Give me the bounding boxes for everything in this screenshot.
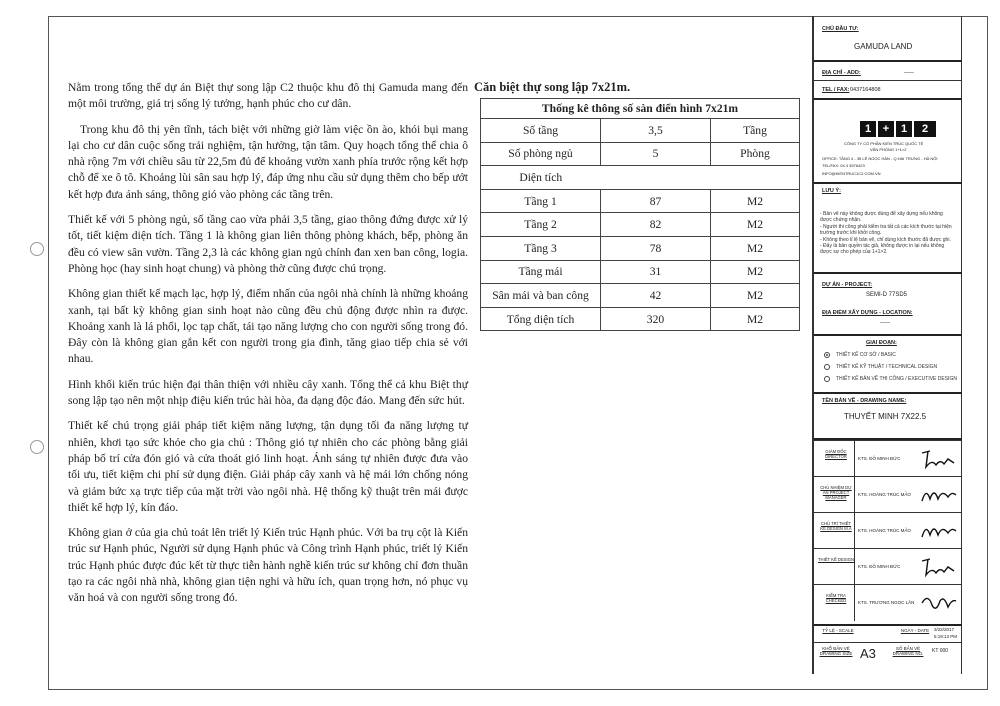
binder-hole-bottom [30, 440, 44, 454]
table-row [481, 119, 800, 143]
table-caption: Căn biệt thự song lập 7x21m. [474, 80, 631, 94]
phase-option-executive [824, 376, 957, 382]
paragraph: Trong khu đô thị yên tĩnh, tách biệt với những giờ làm việc ồn ào, khói bụi mang lại cho cư dân cuộc sống trải nghiệm, tận hưởng, tận tâm. Quy hoạch tổng thể chia ô nhà rộng 7m với chiều sâu từ 22,5m đủ để khoảng vườn xanh phía trước rộng kết hợp chỗ để xe ô tô. Khoảng lùi sân sau hợp lý, đáp ứng nhu cầu sử dụng thêm cho bếp ướt kết hợp đưa ánh sáng, thông gió vào phòng các tầng trên. [68, 122, 468, 201]
phone-value: 0437164808 [850, 87, 881, 93]
row-value: 3,5 [601, 119, 711, 143]
row-label: Sân mái và ban công [481, 284, 601, 308]
date-label: NGÀY - DATE [900, 628, 930, 633]
signer-role: KIỂM TRA CHECKED [825, 593, 847, 603]
signer-role: CHỦ TRÌ THIẾT KẾ DESIGN M.A [820, 521, 852, 531]
signer-row [814, 476, 962, 512]
note-line: - Đây là bản quyền tác giả, không được in lại nếu không [820, 243, 945, 250]
radio-checked-icon [824, 352, 830, 358]
number-value: KT 000 [932, 648, 949, 654]
subheader: Diện tích [481, 166, 601, 190]
table-header: Thống kê thông số sàn điển hình 7x21m [481, 99, 800, 119]
office-web: INFO@KIENTRUC1C2.COM.VN [822, 171, 881, 176]
phase-text: THIẾT KẾ CƠ SỞ / BASIC [836, 352, 896, 358]
row-value: 42 [601, 284, 711, 308]
location-value: ----- [880, 320, 890, 326]
note-line: - Không theo tỉ lệ bản vẽ, chỉ dùng kích thước đã được ghi. [820, 236, 951, 243]
note-line: được chứng nhận. [820, 217, 862, 224]
divider [814, 272, 962, 274]
radio-icon [824, 376, 830, 382]
phase-option-basic [824, 352, 896, 358]
row-unit: M2 [711, 284, 800, 308]
drawing-name-label: TÊN BẢN VẼ - DRAWING NAME: [822, 398, 907, 404]
table-row [481, 236, 800, 260]
row-label: Tổng diện tích [481, 307, 601, 331]
number-label: SỐ BẢN VẼ DRAWING NO. [892, 646, 924, 656]
scale-label: TỶ LỆ - SCALE [822, 628, 854, 633]
phone-label: TEL / FAX: [822, 87, 850, 93]
size-value: A3 [860, 646, 876, 661]
row-label: Tầng 3 [481, 236, 601, 260]
drawing-name: THUYẾT MINH 7X22.5 [844, 412, 927, 421]
row-label: Số phòng ngủ [481, 142, 601, 166]
row-unit: M2 [711, 307, 800, 331]
description-body [68, 80, 468, 616]
signer-name: KTS. TRƯƠNG NGỌC LÂN [858, 600, 915, 605]
signer-row [814, 548, 962, 584]
row-value: 5 [601, 142, 711, 166]
note-line: được sự cho phép của 1+1>2. [820, 249, 888, 256]
divider [814, 80, 962, 81]
owner-name: GAMUDA LAND [854, 42, 913, 51]
spec-table [480, 98, 800, 331]
divider [814, 624, 962, 626]
table-row [481, 189, 800, 213]
radio-icon [824, 364, 830, 370]
paragraph: Nằm trong tổng thể dự án Biệt thự song lập C2 thuộc khu đô thị Gamuda mang đến một môi trường, giá trị sống lý tưởng, hạnh phúc cho cư dân. [68, 81, 468, 111]
signature-icon [918, 445, 958, 473]
row-label: Tầng mái [481, 260, 601, 284]
note-line: - Người thi công phải kiểm tra tất cả các kích thước tại hiện [820, 223, 952, 230]
paragraph: Thiết kế với 5 phòng ngủ, số tầng cao vừa phải 3,5 tầng, giao thông đứng được xử lý tốt, tiết kiệm diện tích. Tầng 1 là không gian liên thông phòng khách, bếp, phòng ăn đều có view sân vườn. Tầng 2,3 là các không gian ngủ chính đan xen ban công, logia. Phòng học (hay sinh hoạt chung) và phòng thờ cũng được chú trọng. [68, 213, 468, 275]
company-name: CÔNG TY CỔ PHẦN KIẾN TRÚC QUỐC TẾ [844, 141, 924, 146]
binder-hole-top [30, 242, 44, 256]
signer-role: GIÁM ĐỐC DIRECTOR [825, 449, 847, 459]
table-subheader-row [481, 166, 800, 190]
paragraph: Không gian thiết kế mạch lạc, hợp lý, điểm nhấn của ngôi nhà chính là những khoảng xanh, tại bất kỳ không gian sinh hoạt nào cũng đều chủ động được nhìn ra được. Khoảng xanh là lá phổi, lọc tạp chất, tái tạo năng lượng cho con người sống trong đó. Đây còn là không gian gắn kết con người trong gia đình, tăng giao tiếp chia sẻ với nhau. [68, 287, 468, 366]
size-label: KHỔ BẢN VẼ DRAWING SIZE [819, 646, 853, 656]
row-label: Số tầng [481, 119, 601, 143]
divider [814, 60, 962, 62]
row-unit: M2 [711, 236, 800, 260]
logo-glyph: 2 [914, 121, 936, 137]
row-value: 320 [601, 307, 711, 331]
signer-name: KTS. ĐỖ MINH ĐỨC [858, 564, 901, 569]
notes-list [820, 211, 958, 256]
signer-role: CHỦ NHIỆM DỰ ÁN PROJECT MANAGER [820, 485, 852, 500]
row-value: 31 [601, 260, 711, 284]
row-label: Tầng 2 [481, 213, 601, 237]
signature-icon [918, 481, 958, 509]
project-name: SEMI-D 77SD5 [866, 292, 908, 298]
company-logo [860, 121, 936, 137]
logo-glyph: + [878, 121, 894, 137]
owner-label: CHỦ ĐẦU TƯ: [822, 26, 859, 32]
phase-text: THIẾT KẾ KỸ THUẬT / TECHNICAL DESIGN [836, 364, 938, 370]
row-value: 78 [601, 236, 711, 260]
date-value: 3/22/2017 [934, 627, 955, 632]
table-row [481, 284, 800, 308]
paragraph: Thiết kế chú trọng giải pháp tiết kiệm năng lượng, tận dụng tối đa năng lượng tự nhiên, khơi tạo sức khỏe cho gia chủ : Thông gió tự nhiên cho các phòng bằng giải pháp bố trí cửa đón gió và cửa thoát gió linh hoạt. Ánh sáng tự nhiên được đưa vào tối ưu, tiết kiệm chi phí sử dụng điện. Giải pháp cây xanh và hệ mái lớn chống nóng và giảm bức xạ trực tiếp của mặt trời vào ngôi nhà. Hệ thống kỹ thuật trên mái được thiết kế hợp lý, kín đáo. [68, 419, 468, 514]
signature-icon [918, 517, 958, 545]
paragraph: Hình khối kiến trúc hiện đại thân thiện với nhiều cây xanh. Tổng thể cả khu Biệt thự song lập tạo nên một nhịp điệu kiến trúc hài hòa, đa dạng độc đáo. Mang đến sức hút. [68, 377, 468, 408]
paragraph: Không gian ở của gia chủ toát lên triết lý Kiến trúc Hạnh phúc. Với ba trụ cột là Kiến trúc sư Hạnh phúc, Người sử dụng Hạnh phúc và Công trình Hạnh phúc, triết lý Kiến trúc Hạnh phúc được đúc kết từ thực tiễn hành nghề kiến trúc sư không chỉ đơn thuần tạo ra các ngôi nhà nhà, không gian tiện nghi và hữu ích, quan trọng hơn, nó phục vụ văn hoá và con người sống trong đó. [68, 526, 468, 605]
office-name: VĂN PHÒNG 1+1>2 [870, 147, 907, 152]
divider [814, 334, 962, 336]
signer-row [814, 440, 962, 476]
office-tel: TEL/FAX: 04 4 3976423 [822, 163, 865, 168]
phase-option-technical [824, 364, 937, 370]
phase-text: THIẾT KẾ BẢN VẼ THI CÔNG / EXECUTIVE DESIGN [836, 376, 957, 382]
signature-icon [918, 553, 958, 581]
signer-name: KTS. HOÀNG TRÚC MẢO [858, 492, 911, 497]
row-unit: Tầng [711, 119, 800, 143]
logo-glyph: 1 [860, 121, 876, 137]
signer-name: KTS. HOÀNG TRÚC MẢO [858, 528, 911, 533]
row-unit: Phòng [711, 142, 800, 166]
address-value: ----- [904, 70, 914, 76]
office-address: OFFICE: TẦNG 4 - 35 LÊ NGỌC HÂN - Q.HAI TRƯNG - HÀ NỘI [822, 156, 938, 161]
time-value: 5:19:13 PM [934, 634, 958, 639]
table-row [481, 260, 800, 284]
divider [814, 642, 962, 643]
row-unit: M2 [711, 189, 800, 213]
row-value: 87 [601, 189, 711, 213]
project-label: DỰ ÁN - PROJECT: [822, 282, 873, 288]
row-unit: M2 [711, 260, 800, 284]
signer-name: KTS. ĐỖ MINH ĐỨC [858, 456, 901, 461]
note-line: - Bản vẽ này không được dùng để xây dựng nếu không [820, 211, 943, 217]
address-label: ĐỊA CHỈ - ADD: [822, 70, 861, 76]
signer-role: THIẾT KẾ DESIGN [818, 557, 854, 562]
divider [814, 392, 962, 394]
signer-row [814, 512, 962, 548]
title-block [812, 16, 962, 674]
row-value: 82 [601, 213, 711, 237]
signer-row [814, 584, 962, 624]
divider [814, 182, 962, 184]
notes-label: LƯU Ý: [822, 188, 841, 194]
divider [814, 98, 962, 100]
signature-icon [918, 589, 958, 617]
table-row [481, 213, 800, 237]
row-label: Tầng 1 [481, 189, 601, 213]
note-line: trường trước khi khởi công. [820, 230, 882, 237]
table-row [481, 307, 800, 331]
row-unit: M2 [711, 213, 800, 237]
phase-label: GIAI ĐOẠN: [866, 340, 897, 346]
table-row [481, 142, 800, 166]
logo-glyph: 1 [896, 121, 912, 137]
location-label: ĐỊA ĐIỂM XÂY DỰNG - LOCATION: [822, 310, 913, 316]
